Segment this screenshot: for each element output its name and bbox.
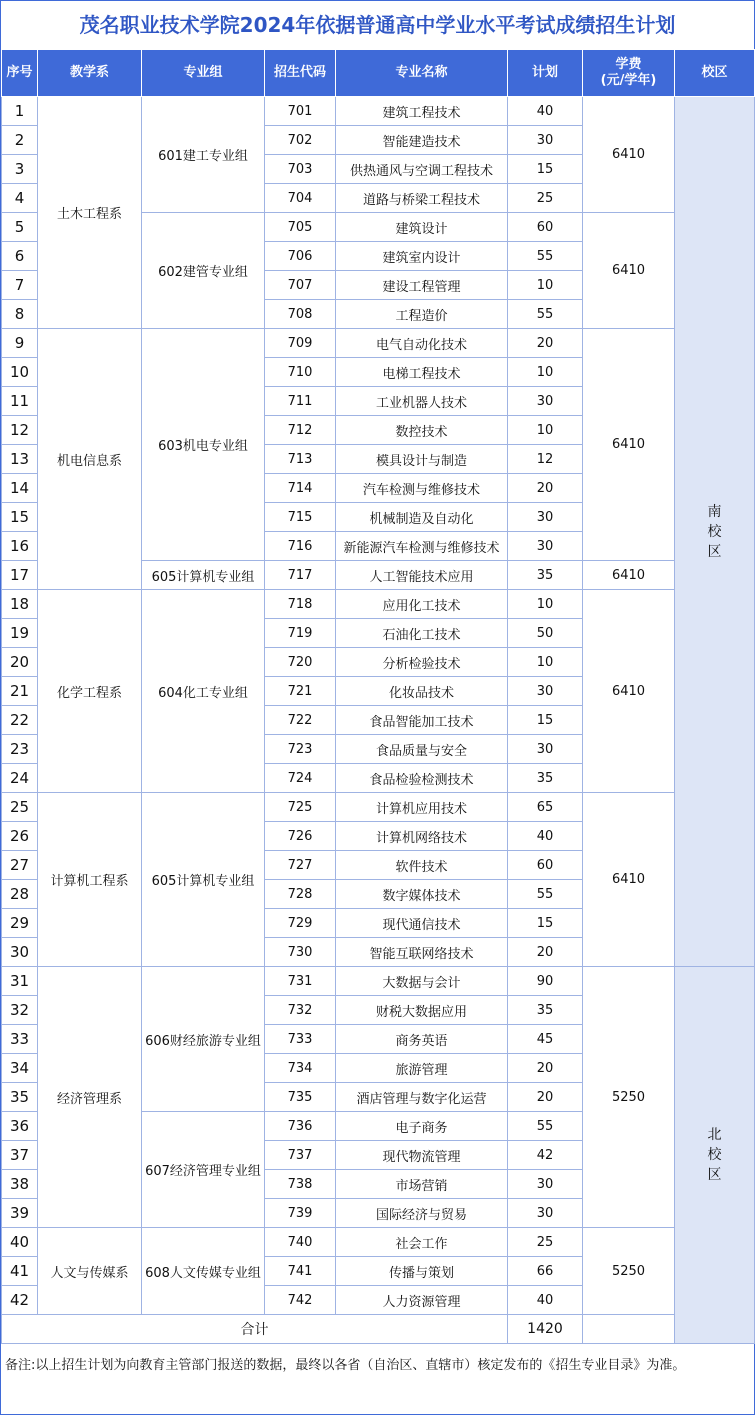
code-cell: 704 bbox=[265, 184, 336, 213]
group-cell: 607经济管理专业组 bbox=[142, 1112, 265, 1228]
code-cell: 730 bbox=[265, 938, 336, 967]
major-cell: 石油化工技术 bbox=[336, 619, 508, 648]
table-row bbox=[2, 329, 755, 358]
code-cell: 740 bbox=[265, 1228, 336, 1257]
plan-cell: 45 bbox=[508, 1025, 583, 1054]
header-code: 招生代码 bbox=[265, 50, 336, 97]
plan-cell: 20 bbox=[508, 1054, 583, 1083]
header-fee: 学费 (元/学年) bbox=[583, 50, 675, 97]
campus-cell: 南 校 区 bbox=[675, 97, 755, 967]
dept-cell: 计算机工程系 bbox=[38, 793, 142, 967]
plan-cell: 35 bbox=[508, 764, 583, 793]
plan-cell: 10 bbox=[508, 271, 583, 300]
seq-cell: 38 bbox=[2, 1170, 38, 1199]
plan-cell: 30 bbox=[508, 735, 583, 764]
major-cell: 化妆品技术 bbox=[336, 677, 508, 706]
major-cell: 应用化工技术 bbox=[336, 590, 508, 619]
code-cell: 736 bbox=[265, 1112, 336, 1141]
code-cell: 719 bbox=[265, 619, 336, 648]
plan-cell: 30 bbox=[508, 1199, 583, 1228]
plan-cell: 20 bbox=[508, 938, 583, 967]
plan-cell: 15 bbox=[508, 155, 583, 184]
plan-cell: 35 bbox=[508, 561, 583, 590]
code-cell: 737 bbox=[265, 1141, 336, 1170]
header-group: 专业组 bbox=[142, 50, 265, 97]
dept-cell: 经济管理系 bbox=[38, 967, 142, 1228]
table-row bbox=[2, 590, 755, 619]
plan-cell: 15 bbox=[508, 909, 583, 938]
seq-cell: 40 bbox=[2, 1228, 38, 1257]
major-cell: 工程造价 bbox=[336, 300, 508, 329]
major-cell: 市场营销 bbox=[336, 1170, 508, 1199]
major-cell: 智能建造技术 bbox=[336, 126, 508, 155]
fee-cell: 6410 bbox=[583, 97, 675, 213]
major-cell: 供热通风与空调工程技术 bbox=[336, 155, 508, 184]
code-cell: 702 bbox=[265, 126, 336, 155]
major-cell: 数控技术 bbox=[336, 416, 508, 445]
major-cell: 道路与桥梁工程技术 bbox=[336, 184, 508, 213]
major-cell: 工业机器人技术 bbox=[336, 387, 508, 416]
group-cell: 608人文传媒专业组 bbox=[142, 1228, 265, 1315]
seq-cell: 7 bbox=[2, 271, 38, 300]
code-cell: 731 bbox=[265, 967, 336, 996]
code-cell: 720 bbox=[265, 648, 336, 677]
plan-cell: 10 bbox=[508, 416, 583, 445]
code-cell: 741 bbox=[265, 1257, 336, 1286]
major-cell: 建筑室内设计 bbox=[336, 242, 508, 271]
code-cell: 725 bbox=[265, 793, 336, 822]
major-cell: 传播与策划 bbox=[336, 1257, 508, 1286]
code-cell: 738 bbox=[265, 1170, 336, 1199]
code-cell: 726 bbox=[265, 822, 336, 851]
plan-cell: 55 bbox=[508, 300, 583, 329]
seq-cell: 23 bbox=[2, 735, 38, 764]
plan-cell: 35 bbox=[508, 996, 583, 1025]
code-cell: 716 bbox=[265, 532, 336, 561]
fee-cell: 5250 bbox=[583, 967, 675, 1228]
major-cell: 食品检验检测技术 bbox=[336, 764, 508, 793]
major-cell: 财税大数据应用 bbox=[336, 996, 508, 1025]
table-row bbox=[2, 793, 755, 822]
plan-cell: 15 bbox=[508, 706, 583, 735]
seq-cell: 16 bbox=[2, 532, 38, 561]
code-cell: 708 bbox=[265, 300, 336, 329]
code-cell: 724 bbox=[265, 764, 336, 793]
plan-cell: 10 bbox=[508, 648, 583, 677]
code-cell: 703 bbox=[265, 155, 336, 184]
fee-cell: 6410 bbox=[583, 329, 675, 561]
major-cell: 建筑设计 bbox=[336, 213, 508, 242]
code-cell: 711 bbox=[265, 387, 336, 416]
header-campus: 校区 bbox=[675, 50, 755, 97]
code-cell: 718 bbox=[265, 590, 336, 619]
major-cell: 建筑工程技术 bbox=[336, 97, 508, 126]
fee-cell: 5250 bbox=[583, 1228, 675, 1315]
seq-cell: 29 bbox=[2, 909, 38, 938]
major-cell: 分析检验技术 bbox=[336, 648, 508, 677]
major-cell: 食品质量与安全 bbox=[336, 735, 508, 764]
enrollment-table bbox=[1, 49, 755, 1344]
major-cell: 计算机应用技术 bbox=[336, 793, 508, 822]
code-cell: 722 bbox=[265, 706, 336, 735]
seq-cell: 37 bbox=[2, 1141, 38, 1170]
seq-cell: 30 bbox=[2, 938, 38, 967]
seq-cell: 36 bbox=[2, 1112, 38, 1141]
seq-cell: 25 bbox=[2, 793, 38, 822]
plan-cell: 40 bbox=[508, 97, 583, 126]
seq-cell: 24 bbox=[2, 764, 38, 793]
total-row bbox=[2, 1315, 755, 1344]
plan-cell: 30 bbox=[508, 503, 583, 532]
major-cell: 国际经济与贸易 bbox=[336, 1199, 508, 1228]
major-cell: 旅游管理 bbox=[336, 1054, 508, 1083]
total-fee-empty bbox=[583, 1315, 675, 1344]
seq-cell: 15 bbox=[2, 503, 38, 532]
plan-cell: 12 bbox=[508, 445, 583, 474]
plan-cell: 25 bbox=[508, 184, 583, 213]
table-row bbox=[2, 1228, 755, 1257]
seq-cell: 34 bbox=[2, 1054, 38, 1083]
code-cell: 734 bbox=[265, 1054, 336, 1083]
code-cell: 735 bbox=[265, 1083, 336, 1112]
total-label: 合计 bbox=[2, 1315, 508, 1344]
major-cell: 汽车检测与维修技术 bbox=[336, 474, 508, 503]
major-cell: 智能互联网络技术 bbox=[336, 938, 508, 967]
major-cell: 现代通信技术 bbox=[336, 909, 508, 938]
dept-cell: 机电信息系 bbox=[38, 329, 142, 590]
header-dept: 教学系 bbox=[38, 50, 142, 97]
header-seq: 序号 bbox=[2, 50, 38, 97]
dept-cell: 土木工程系 bbox=[38, 97, 142, 329]
code-cell: 723 bbox=[265, 735, 336, 764]
seq-cell: 13 bbox=[2, 445, 38, 474]
fee-cell: 6410 bbox=[583, 213, 675, 329]
seq-cell: 14 bbox=[2, 474, 38, 503]
seq-cell: 31 bbox=[2, 967, 38, 996]
plan-cell: 55 bbox=[508, 1112, 583, 1141]
plan-cell: 30 bbox=[508, 677, 583, 706]
seq-cell: 22 bbox=[2, 706, 38, 735]
major-cell: 新能源汽车检测与维修技术 bbox=[336, 532, 508, 561]
header-plan: 计划 bbox=[508, 50, 583, 97]
plan-cell: 20 bbox=[508, 329, 583, 358]
seq-cell: 27 bbox=[2, 851, 38, 880]
major-cell: 电气自动化技术 bbox=[336, 329, 508, 358]
seq-cell: 4 bbox=[2, 184, 38, 213]
plan-cell: 20 bbox=[508, 1083, 583, 1112]
campus-cell: 北 校 区 bbox=[675, 967, 755, 1344]
code-cell: 707 bbox=[265, 271, 336, 300]
seq-cell: 1 bbox=[2, 97, 38, 126]
seq-cell: 35 bbox=[2, 1083, 38, 1112]
major-cell: 电梯工程技术 bbox=[336, 358, 508, 387]
major-cell: 食品智能加工技术 bbox=[336, 706, 508, 735]
total-plan: 1420 bbox=[508, 1315, 583, 1344]
code-cell: 709 bbox=[265, 329, 336, 358]
plan-cell: 30 bbox=[508, 532, 583, 561]
fee-cell: 6410 bbox=[583, 590, 675, 793]
major-cell: 社会工作 bbox=[336, 1228, 508, 1257]
plan-cell: 30 bbox=[508, 1170, 583, 1199]
major-cell: 现代物流管理 bbox=[336, 1141, 508, 1170]
table-body bbox=[2, 97, 755, 1344]
code-cell: 715 bbox=[265, 503, 336, 532]
plan-cell: 90 bbox=[508, 967, 583, 996]
header-major: 专业名称 bbox=[336, 50, 508, 97]
plan-cell: 42 bbox=[508, 1141, 583, 1170]
seq-cell: 32 bbox=[2, 996, 38, 1025]
code-cell: 710 bbox=[265, 358, 336, 387]
code-cell: 729 bbox=[265, 909, 336, 938]
seq-cell: 41 bbox=[2, 1257, 38, 1286]
group-cell: 602建管专业组 bbox=[142, 213, 265, 329]
code-cell: 706 bbox=[265, 242, 336, 271]
group-cell: 605计算机专业组 bbox=[142, 793, 265, 967]
major-cell: 计算机网络技术 bbox=[336, 822, 508, 851]
code-cell: 705 bbox=[265, 213, 336, 242]
plan-cell: 60 bbox=[508, 851, 583, 880]
plan-cell: 20 bbox=[508, 474, 583, 503]
group-cell: 604化工专业组 bbox=[142, 590, 265, 793]
code-cell: 712 bbox=[265, 416, 336, 445]
major-cell: 建设工程管理 bbox=[336, 271, 508, 300]
group-cell: 603机电专业组 bbox=[142, 329, 265, 561]
major-cell: 商务英语 bbox=[336, 1025, 508, 1054]
major-cell: 电子商务 bbox=[336, 1112, 508, 1141]
plan-cell: 40 bbox=[508, 1286, 583, 1315]
seq-cell: 28 bbox=[2, 880, 38, 909]
plan-cell: 60 bbox=[508, 213, 583, 242]
seq-cell: 21 bbox=[2, 677, 38, 706]
code-cell: 713 bbox=[265, 445, 336, 474]
seq-cell: 2 bbox=[2, 126, 38, 155]
plan-cell: 25 bbox=[508, 1228, 583, 1257]
header-row bbox=[2, 50, 755, 97]
seq-cell: 26 bbox=[2, 822, 38, 851]
plan-cell: 65 bbox=[508, 793, 583, 822]
fee-cell: 6410 bbox=[583, 561, 675, 590]
dept-cell: 人文与传媒系 bbox=[38, 1228, 142, 1315]
seq-cell: 18 bbox=[2, 590, 38, 619]
plan-cell: 40 bbox=[508, 822, 583, 851]
plan-cell: 50 bbox=[508, 619, 583, 648]
plan-cell: 30 bbox=[508, 126, 583, 155]
code-cell: 721 bbox=[265, 677, 336, 706]
seq-cell: 12 bbox=[2, 416, 38, 445]
plan-cell: 10 bbox=[508, 590, 583, 619]
footnote: 备注:以上招生计划为向教育主管部门报送的数据，最终以各省（自治区、直辖市）核定发布的《招生专业目录》为准。 bbox=[5, 1358, 686, 1373]
table-row bbox=[2, 97, 755, 126]
major-cell: 酒店管理与数字化运营 bbox=[336, 1083, 508, 1112]
code-cell: 742 bbox=[265, 1286, 336, 1315]
code-cell: 733 bbox=[265, 1025, 336, 1054]
plan-cell: 10 bbox=[508, 358, 583, 387]
major-cell: 模具设计与制造 bbox=[336, 445, 508, 474]
seq-cell: 20 bbox=[2, 648, 38, 677]
code-cell: 717 bbox=[265, 561, 336, 590]
major-cell: 机械制造及自动化 bbox=[336, 503, 508, 532]
code-cell: 732 bbox=[265, 996, 336, 1025]
major-cell: 数字媒体技术 bbox=[336, 880, 508, 909]
code-cell: 728 bbox=[265, 880, 336, 909]
major-cell: 大数据与会计 bbox=[336, 967, 508, 996]
seq-cell: 10 bbox=[2, 358, 38, 387]
seq-cell: 3 bbox=[2, 155, 38, 184]
major-cell: 人工智能技术应用 bbox=[336, 561, 508, 590]
seq-cell: 19 bbox=[2, 619, 38, 648]
code-cell: 701 bbox=[265, 97, 336, 126]
seq-cell: 42 bbox=[2, 1286, 38, 1315]
dept-cell: 化学工程系 bbox=[38, 590, 142, 793]
seq-cell: 9 bbox=[2, 329, 38, 358]
seq-cell: 5 bbox=[2, 213, 38, 242]
code-cell: 714 bbox=[265, 474, 336, 503]
group-cell: 601建工专业组 bbox=[142, 97, 265, 213]
group-cell: 606财经旅游专业组 bbox=[142, 967, 265, 1112]
plan-cell: 55 bbox=[508, 880, 583, 909]
table-row bbox=[2, 967, 755, 996]
plan-cell: 30 bbox=[508, 387, 583, 416]
plan-cell: 55 bbox=[508, 242, 583, 271]
seq-cell: 17 bbox=[2, 561, 38, 590]
plan-cell: 66 bbox=[508, 1257, 583, 1286]
code-cell: 727 bbox=[265, 851, 336, 880]
seq-cell: 8 bbox=[2, 300, 38, 329]
seq-cell: 6 bbox=[2, 242, 38, 271]
major-cell: 软件技术 bbox=[336, 851, 508, 880]
seq-cell: 33 bbox=[2, 1025, 38, 1054]
major-cell: 人力资源管理 bbox=[336, 1286, 508, 1315]
group-cell: 605计算机专业组 bbox=[142, 561, 265, 590]
seq-cell: 11 bbox=[2, 387, 38, 416]
fee-cell: 6410 bbox=[583, 793, 675, 967]
seq-cell: 39 bbox=[2, 1199, 38, 1228]
page-title: 茂名职业技术学院2024年依据普通高中学业水平考试成绩招生计划 bbox=[79, 13, 676, 37]
code-cell: 739 bbox=[265, 1199, 336, 1228]
